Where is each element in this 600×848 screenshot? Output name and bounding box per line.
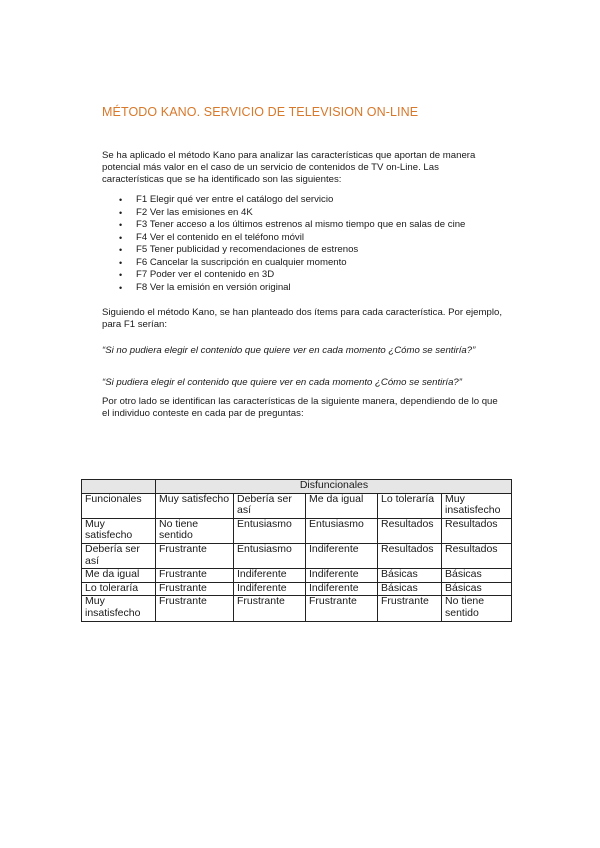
method-paragraph: Siguiendo el método Kano, se han planteado dos ítems para cada característica. Por ejemplo, para F1 serían: <box>102 307 502 331</box>
closing-paragraph: Por otro lado se identifican las características de la siguiente manera, dependiendo de lo que el individuo conteste en cada par de preguntas: <box>102 396 498 420</box>
feature-text: F1 Elegir qué ver entre el catálogo del servicio <box>136 194 334 205</box>
table-row <box>82 596 512 621</box>
bullet-icon: • <box>119 245 123 255</box>
bullet-icon: • <box>119 220 123 230</box>
table-cell: Indiferente <box>306 543 378 568</box>
table-cell: Indiferente <box>234 569 306 583</box>
bullet-icon: • <box>119 232 123 243</box>
bullet-icon: • <box>119 257 123 268</box>
intro-paragraph: Se ha aplicado el método Kano para analizar las características que aportan de manera potencial más valor en el caso de un servicio de contenidos de TV on-Line. Las características que se ha identificado son las siguientes: <box>102 150 476 186</box>
feature-text: F8 Ver la emisión en versión original <box>136 281 291 293</box>
table-column-header: Muy satisfecho <box>156 493 234 518</box>
feature-item <box>102 207 502 220</box>
feature-item <box>102 244 502 257</box>
table-cell: Frustrante <box>156 582 234 596</box>
table-cell: Entusiasmo <box>306 518 378 543</box>
feature-text: F5 Tener publicidad y recomendaciones de estrenos <box>136 244 359 255</box>
table-cell: Frustrante <box>306 596 378 621</box>
table-cell: Básicas <box>442 582 512 596</box>
table-cell: Resultados <box>378 518 442 543</box>
feature-item <box>102 194 502 207</box>
feature-item <box>102 269 502 282</box>
bullet-icon: • <box>119 270 123 280</box>
table-cell: No tiene sentido <box>442 596 512 621</box>
feature-text: F6 Cancelar la suscripción en cualquier momento <box>136 256 347 268</box>
feature-item <box>102 257 502 270</box>
feature-text: F4 Ver el contenido en el teléfono móvil <box>136 231 304 243</box>
feature-item <box>102 232 502 245</box>
table-cell: Frustrante <box>156 543 234 568</box>
table-cell: Resultados <box>442 518 512 543</box>
table-cell: Frustrante <box>156 596 234 621</box>
table-row-header: Muy insatisfecho <box>82 596 156 621</box>
table-row-header: Me da igual <box>82 569 156 583</box>
table-row <box>82 543 512 568</box>
feature-item <box>102 219 502 232</box>
table-row <box>82 518 512 543</box>
table-row-header: Lo toleraría <box>82 582 156 596</box>
feature-text: F2 Ver las emisiones en 4K <box>136 206 253 218</box>
table-row <box>82 582 512 596</box>
table-column-header: Lo toleraría <box>378 493 442 518</box>
example-question-2: “Si pudiera elegir el contenido que quiere ver en cada momento ¿Cómo se sentiría?” <box>102 377 462 388</box>
table-cell: Indiferente <box>306 569 378 583</box>
feature-text: F7 Poder ver el contenido en 3D <box>136 269 275 280</box>
table-cell: Indiferente <box>234 582 306 596</box>
table-cell: Resultados <box>378 543 442 568</box>
table-group-header-row <box>82 480 512 494</box>
example-question-1: “Si no pudiera elegir el contenido que quiere ver en cada momento ¿Cómo se sentiría?” <box>102 345 476 356</box>
kano-evaluation-table <box>81 479 512 622</box>
features-list <box>102 194 502 294</box>
table-corner-blank <box>82 480 156 494</box>
table-cell: Frustrante <box>234 596 306 621</box>
table-cell: No tiene sentido <box>156 518 234 543</box>
table-cell: Frustrante <box>378 596 442 621</box>
table-cell: Indiferente <box>306 582 378 596</box>
table-cell: Resultados <box>442 543 512 568</box>
table-column-header: Me da igual <box>306 493 378 518</box>
table-row-header: Debería ser así <box>82 543 156 568</box>
feature-item <box>102 282 502 295</box>
table-cell: Básicas <box>442 569 512 583</box>
table-cell: Básicas <box>378 582 442 596</box>
table-row-header: Muy satisfecho <box>82 518 156 543</box>
page-title: MÉTODO KANO. SERVICIO DE TELEVISION ON-LINE <box>102 105 419 119</box>
table-cell: Entusiasmo <box>234 518 306 543</box>
bullet-icon: • <box>119 195 123 205</box>
table-cell: Frustrante <box>156 569 234 583</box>
bullet-icon: • <box>119 207 123 218</box>
table-row <box>82 569 512 583</box>
feature-text: F3 Tener acceso a los últimos estrenos al mismo tiempo que en salas de cine <box>136 219 466 230</box>
table-cell: Entusiasmo <box>234 543 306 568</box>
table-column-header: Debería ser así <box>234 493 306 518</box>
bullet-icon: • <box>119 282 123 293</box>
table-column-header: Muy insatisfecho <box>442 493 512 518</box>
table-group-header: Disfuncionales <box>156 480 512 494</box>
table-cell: Básicas <box>378 569 442 583</box>
table-header-row <box>82 493 512 518</box>
table-corner-header: Funcionales <box>82 493 156 518</box>
